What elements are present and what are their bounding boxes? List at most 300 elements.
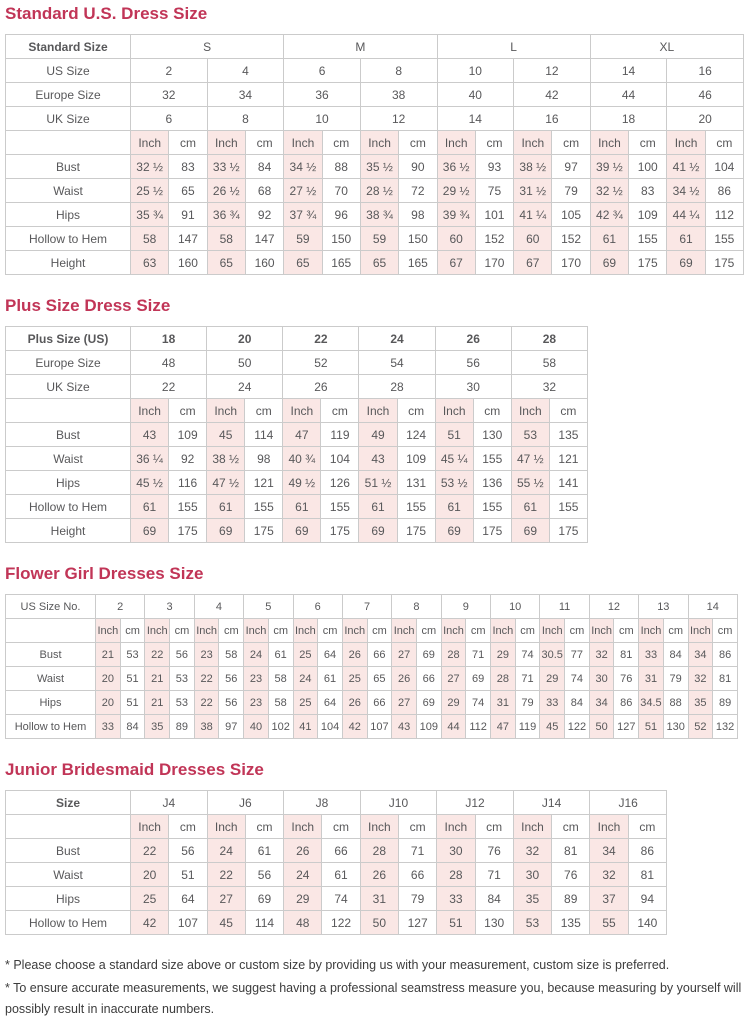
unit-row-empty-cell (6, 399, 131, 423)
section-title-plus-size: Plus Size Dress Size (5, 296, 171, 315)
cm-value-cell: 74 (466, 691, 491, 715)
inch-value-cell: 32 (688, 667, 713, 691)
cm-value-cell: 79 (663, 667, 688, 691)
cm-value-cell: 119 (515, 715, 540, 739)
measurement-row (6, 251, 744, 275)
cm-value-cell: 86 (705, 179, 743, 203)
cm-value-cell: 71 (475, 863, 513, 887)
size-value-cell: 14 (437, 107, 514, 131)
inch-value-cell: 35 ¾ (131, 203, 169, 227)
inch-value-cell: 42 (342, 715, 367, 739)
size-value-cell: 48 (131, 351, 207, 375)
unit-inch-cell: Inch (590, 131, 628, 155)
unit-cm-cell: cm (614, 619, 639, 643)
cm-value-cell: 53 (120, 643, 145, 667)
unit-cm-cell: cm (552, 131, 590, 155)
unit-cm-cell: cm (169, 399, 207, 423)
measurement-row (6, 203, 744, 227)
unit-cm-cell: cm (475, 131, 513, 155)
inch-value-cell: 42 (131, 911, 169, 935)
inch-value-cell: 40 ¾ (283, 447, 321, 471)
inch-value-cell: 32 (513, 839, 551, 863)
inch-value-cell: 48 (284, 911, 322, 935)
inch-value-cell: 26 (360, 863, 398, 887)
cm-value-cell: 91 (169, 203, 207, 227)
unit-inch-cell: Inch (359, 399, 397, 423)
cm-value-cell: 56 (219, 667, 244, 691)
flower-girl-dresses-size-table (5, 594, 738, 739)
header-label-cell: Standard Size (6, 35, 131, 59)
inch-value-cell: 61 (207, 495, 245, 519)
cm-value-cell: 130 (475, 911, 513, 935)
inch-value-cell: 44 ¼ (667, 203, 705, 227)
size-value-cell: 4 (207, 59, 284, 83)
inch-value-cell: 50 (360, 911, 398, 935)
header-label-cell: Size (6, 791, 131, 815)
inch-value-cell: 33 (540, 691, 565, 715)
cm-value-cell: 66 (398, 863, 436, 887)
junior-bridesmaid-dresses-size-table (5, 790, 667, 935)
size-value-cell: 42 (514, 83, 591, 107)
unit-inch-cell: Inch (131, 399, 169, 423)
inch-value-cell: 59 (284, 227, 322, 251)
cm-value-cell: 84 (120, 715, 145, 739)
cm-value-cell: 122 (322, 911, 360, 935)
inch-value-cell: 61 (435, 495, 473, 519)
inch-value-cell: 45 ¼ (435, 447, 473, 471)
inch-value-cell: 29 ½ (437, 179, 475, 203)
cm-value-cell: 165 (399, 251, 437, 275)
unit-cm-cell: cm (245, 815, 283, 839)
cm-value-cell: 66 (416, 667, 441, 691)
cm-value-cell: 94 (628, 887, 666, 911)
group-header-cell: L (437, 35, 590, 59)
inch-value-cell: 69 (511, 519, 549, 543)
inch-value-cell: 69 (359, 519, 397, 543)
cm-value-cell: 131 (397, 471, 435, 495)
inch-value-cell: 22 (207, 863, 245, 887)
section-flower-girl-size (5, 563, 745, 739)
section-title-junior-bridesmaid: Junior Bridesmaid Dresses Size (5, 760, 264, 779)
inch-value-cell: 32 (590, 863, 628, 887)
measurement-row (6, 447, 588, 471)
row-label-cell: Bust (6, 839, 131, 863)
cm-value-cell: 76 (552, 863, 590, 887)
cm-value-cell: 76 (614, 667, 639, 691)
size-value-cell: 38 (360, 83, 437, 107)
inch-value-cell: 34 (589, 691, 614, 715)
size-value-cell: 40 (437, 83, 514, 107)
cm-value-cell: 84 (565, 691, 590, 715)
cm-value-cell: 155 (549, 495, 587, 519)
cm-value-cell: 160 (245, 251, 283, 275)
cm-value-cell: 102 (268, 715, 293, 739)
unit-cm-cell: cm (321, 399, 359, 423)
cm-value-cell: 135 (549, 423, 587, 447)
size-value-cell: 12 (360, 107, 437, 131)
cm-value-cell: 51 (169, 863, 207, 887)
cm-value-cell: 101 (475, 203, 513, 227)
measurement-row (6, 423, 588, 447)
inch-value-cell: 25 (293, 643, 318, 667)
cm-value-cell: 64 (318, 691, 343, 715)
inch-value-cell: 45 (207, 911, 245, 935)
inch-value-cell: 51 (437, 911, 475, 935)
cm-value-cell: 64 (169, 887, 207, 911)
cm-value-cell: 109 (416, 715, 441, 739)
unit-cm-cell: cm (473, 399, 511, 423)
inch-value-cell: 42 ¾ (590, 203, 628, 227)
cm-value-cell: 109 (169, 423, 207, 447)
measurement-row (6, 839, 667, 863)
inch-value-cell: 28 (491, 667, 516, 691)
inch-value-cell: 47 (283, 423, 321, 447)
cm-value-cell: 175 (549, 519, 587, 543)
cm-value-cell: 165 (322, 251, 360, 275)
cm-value-cell: 68 (245, 179, 283, 203)
row-label-cell: Hips (6, 691, 96, 715)
group-header-cell: 10 (491, 595, 540, 619)
inch-value-cell: 39 ½ (590, 155, 628, 179)
cm-value-cell: 93 (475, 155, 513, 179)
cm-value-cell: 61 (245, 839, 283, 863)
row-label-cell: Bust (6, 155, 131, 179)
unit-inch-cell: Inch (441, 619, 466, 643)
inch-value-cell: 25 (342, 667, 367, 691)
cm-value-cell: 175 (629, 251, 667, 275)
inch-value-cell: 25 (293, 691, 318, 715)
cm-value-cell: 155 (397, 495, 435, 519)
row-label-cell: Waist (6, 447, 131, 471)
unit-cm-cell: cm (322, 815, 360, 839)
cm-value-cell: 126 (321, 471, 359, 495)
unit-cm-cell: cm (397, 399, 435, 423)
inch-value-cell: 61 (131, 495, 169, 519)
group-header-cell: 24 (359, 327, 435, 351)
unit-inch-cell: Inch (207, 131, 245, 155)
unit-cm-cell: cm (219, 619, 244, 643)
unit-inch-cell: Inch (513, 815, 551, 839)
cm-value-cell: 86 (713, 643, 738, 667)
size-value-cell: 6 (131, 107, 208, 131)
inch-value-cell: 55 ½ (511, 471, 549, 495)
unit-cm-cell: cm (318, 619, 343, 643)
inch-value-cell: 50 (589, 715, 614, 739)
unit-cm-cell: cm (663, 619, 688, 643)
cm-value-cell: 58 (219, 643, 244, 667)
inch-value-cell: 58 (131, 227, 169, 251)
cm-value-cell: 69 (245, 887, 283, 911)
unit-row (6, 619, 738, 643)
size-value-cell: 30 (435, 375, 511, 399)
inch-value-cell: 53 (511, 423, 549, 447)
row-label-cell: Waist (6, 179, 131, 203)
group-header-cell: 13 (639, 595, 688, 619)
row-label-cell: Bust (6, 643, 96, 667)
size-value-cell: 50 (207, 351, 283, 375)
inch-value-cell: 36 ¼ (131, 447, 169, 471)
cm-value-cell: 56 (169, 839, 207, 863)
inch-value-cell: 43 (359, 447, 397, 471)
cm-value-cell: 53 (170, 691, 195, 715)
group-header-cell: 8 (392, 595, 441, 619)
inch-value-cell: 69 (207, 519, 245, 543)
cm-value-cell: 175 (473, 519, 511, 543)
unit-inch-cell: Inch (283, 399, 321, 423)
inch-value-cell: 31 ½ (514, 179, 552, 203)
unit-cm-cell: cm (466, 619, 491, 643)
inch-value-cell: 60 (437, 227, 475, 251)
cm-value-cell: 81 (552, 839, 590, 863)
section-junior-bridesmaid-size (5, 759, 745, 935)
inch-value-cell: 23 (244, 667, 269, 691)
row-label-cell: Europe Size (6, 351, 131, 375)
unit-cm-cell: cm (713, 619, 738, 643)
unit-inch-cell: Inch (284, 815, 322, 839)
measurement-row (6, 471, 588, 495)
footnotes (5, 955, 745, 1020)
inch-value-cell: 21 (145, 667, 170, 691)
inch-value-cell: 37 (590, 887, 628, 911)
inch-value-cell: 47 (491, 715, 516, 739)
group-header-cell: 12 (589, 595, 638, 619)
cm-value-cell: 122 (565, 715, 590, 739)
group-header-cell: 4 (194, 595, 243, 619)
cm-value-cell: 150 (399, 227, 437, 251)
unit-cm-cell: cm (629, 131, 667, 155)
inch-value-cell: 69 (131, 519, 169, 543)
cm-value-cell: 104 (321, 447, 359, 471)
inch-value-cell: 55 (590, 911, 628, 935)
cm-value-cell: 109 (397, 447, 435, 471)
cm-value-cell: 51 (120, 667, 145, 691)
header-label-cell: Plus Size (US) (6, 327, 131, 351)
cm-value-cell: 119 (321, 423, 359, 447)
inch-value-cell: 33 ½ (207, 155, 245, 179)
row-label-cell: Waist (6, 667, 96, 691)
cm-value-cell: 89 (552, 887, 590, 911)
unit-inch-cell: Inch (437, 131, 475, 155)
cm-value-cell: 121 (245, 471, 283, 495)
inch-value-cell: 45 (207, 423, 245, 447)
cm-value-cell: 155 (705, 227, 743, 251)
inch-value-cell: 40 (244, 715, 269, 739)
group-header-cell: 6 (293, 595, 342, 619)
inch-value-cell: 67 (514, 251, 552, 275)
cm-value-cell: 175 (705, 251, 743, 275)
unit-inch-cell: Inch (540, 619, 565, 643)
size-value-cell: 2 (131, 59, 208, 83)
group-header-cell: J14 (513, 791, 590, 815)
cm-value-cell: 74 (565, 667, 590, 691)
cm-value-cell: 97 (219, 715, 244, 739)
group-header-cell: 14 (688, 595, 738, 619)
cm-value-cell: 65 (169, 179, 207, 203)
inch-value-cell: 38 ¾ (360, 203, 398, 227)
cm-value-cell: 58 (268, 667, 293, 691)
inch-value-cell: 24 (244, 643, 269, 667)
inch-value-cell: 33 (639, 643, 664, 667)
inch-value-cell: 30 (589, 667, 614, 691)
cm-value-cell: 72 (399, 179, 437, 203)
cm-value-cell: 155 (473, 495, 511, 519)
size-value-cell: 6 (284, 59, 361, 83)
size-value-cell: 56 (435, 351, 511, 375)
footnote-seamstress: * To ensure accurate measurements, we suggest having a professional seamstress measure you, because measuring by yourself will possibly result in inaccurate numbers. (5, 981, 742, 1016)
inch-value-cell: 26 (342, 643, 367, 667)
row-label-cell: Hollow to Hem (6, 227, 131, 251)
unit-cm-cell: cm (398, 815, 436, 839)
inch-value-cell: 41 (293, 715, 318, 739)
size-value-cell: 24 (207, 375, 283, 399)
inch-value-cell: 26 (392, 667, 417, 691)
cm-value-cell: 71 (466, 643, 491, 667)
size-value-cell: 44 (590, 83, 667, 107)
cm-value-cell: 84 (663, 643, 688, 667)
cm-value-cell: 152 (552, 227, 590, 251)
group-header-cell: 20 (207, 327, 283, 351)
inch-value-cell: 35 ½ (360, 155, 398, 179)
cm-value-cell: 51 (120, 691, 145, 715)
inch-value-cell: 45 ½ (131, 471, 169, 495)
cm-value-cell: 155 (629, 227, 667, 251)
cm-value-cell: 150 (322, 227, 360, 251)
inch-value-cell: 51 (435, 423, 473, 447)
inch-value-cell: 27 ½ (284, 179, 322, 203)
inch-value-cell: 49 (359, 423, 397, 447)
inch-value-cell: 29 (540, 667, 565, 691)
group-header-cell: 5 (244, 595, 293, 619)
cm-value-cell: 56 (219, 691, 244, 715)
row-label-cell: Waist (6, 863, 131, 887)
unit-cm-cell: cm (322, 131, 360, 155)
cm-value-cell: 70 (322, 179, 360, 203)
group-header-cell: 18 (131, 327, 207, 351)
cm-value-cell: 61 (322, 863, 360, 887)
inch-value-cell: 20 (96, 691, 121, 715)
cm-value-cell: 100 (629, 155, 667, 179)
inch-value-cell: 65 (284, 251, 322, 275)
cm-value-cell: 155 (473, 447, 511, 471)
size-value-cell: 26 (283, 375, 359, 399)
cm-value-cell: 69 (416, 643, 441, 667)
inch-value-cell: 22 (131, 839, 169, 863)
group-header-cell: 26 (435, 327, 511, 351)
inch-value-cell: 35 (688, 691, 713, 715)
plus-size-table-container (5, 326, 745, 543)
inch-value-cell: 29 (491, 643, 516, 667)
cm-value-cell: 170 (552, 251, 590, 275)
standard-us-table-container (5, 34, 745, 275)
unit-inch-cell: Inch (131, 815, 169, 839)
cm-value-cell: 74 (515, 643, 540, 667)
inch-value-cell: 61 (359, 495, 397, 519)
unit-inch-cell: Inch (96, 619, 121, 643)
group-header-cell: J12 (437, 791, 514, 815)
cm-value-cell: 112 (705, 203, 743, 227)
inch-value-cell: 32 (589, 643, 614, 667)
inch-value-cell: 23 (194, 643, 219, 667)
inch-value-cell: 23 (244, 691, 269, 715)
inch-value-cell: 30 (437, 839, 475, 863)
cm-value-cell: 83 (629, 179, 667, 203)
inch-value-cell: 26 (342, 691, 367, 715)
unit-cm-cell: cm (399, 131, 437, 155)
cm-value-cell: 155 (245, 495, 283, 519)
cm-value-cell: 69 (466, 667, 491, 691)
cm-value-cell: 81 (713, 667, 738, 691)
cm-value-cell: 114 (245, 423, 283, 447)
size-value-cell: 18 (590, 107, 667, 131)
cm-value-cell: 61 (318, 667, 343, 691)
unit-inch-cell: Inch (639, 619, 664, 643)
table-header-row (6, 595, 738, 619)
size-value-cell: 34 (207, 83, 284, 107)
unit-row (6, 815, 667, 839)
size-value-cell: 58 (511, 351, 587, 375)
cm-value-cell: 107 (367, 715, 392, 739)
size-value-cell: 22 (131, 375, 207, 399)
inch-value-cell: 51 (639, 715, 664, 739)
size-value-cell: 16 (514, 107, 591, 131)
inch-value-cell: 38 (194, 715, 219, 739)
cm-value-cell: 58 (268, 691, 293, 715)
cm-value-cell: 170 (475, 251, 513, 275)
measurement-row (6, 691, 738, 715)
unit-cm-cell: cm (245, 131, 283, 155)
inch-value-cell: 65 (360, 251, 398, 275)
group-header-cell: 22 (283, 327, 359, 351)
cm-value-cell: 152 (475, 227, 513, 251)
measurement-row (6, 519, 588, 543)
cm-value-cell: 74 (322, 887, 360, 911)
inch-value-cell: 52 (688, 715, 713, 739)
inch-value-cell: 34 (688, 643, 713, 667)
unit-inch-cell: Inch (589, 619, 614, 643)
group-header-cell: 2 (96, 595, 145, 619)
row-label-cell: Hips (6, 471, 131, 495)
inch-value-cell: 61 (283, 495, 321, 519)
size-value-cell: 10 (437, 59, 514, 83)
inch-value-cell: 27 (392, 643, 417, 667)
inch-value-cell: 59 (360, 227, 398, 251)
cm-value-cell: 155 (321, 495, 359, 519)
group-header-cell: J4 (131, 791, 208, 815)
inch-value-cell: 29 (284, 887, 322, 911)
size-value-cell: 20 (667, 107, 744, 131)
inch-value-cell: 24 (293, 667, 318, 691)
cm-value-cell: 135 (552, 911, 590, 935)
row-label-cell: Bust (6, 423, 131, 447)
unit-inch-cell: Inch (360, 131, 398, 155)
size-value-cell: 52 (283, 351, 359, 375)
row-label-cell: Hips (6, 203, 131, 227)
cm-value-cell: 114 (245, 911, 283, 935)
row-label-cell: Hips (6, 887, 131, 911)
inch-value-cell: 39 ¾ (437, 203, 475, 227)
row-label-cell: UK Size (6, 107, 131, 131)
inch-value-cell: 69 (667, 251, 705, 275)
inch-value-cell: 41 ½ (667, 155, 705, 179)
inch-value-cell: 36 ¾ (207, 203, 245, 227)
cm-value-cell: 86 (628, 839, 666, 863)
inch-value-cell: 22 (194, 667, 219, 691)
cm-value-cell: 127 (614, 715, 639, 739)
size-value-cell: 32 (511, 375, 587, 399)
size-conversion-row (6, 59, 744, 83)
unit-cm-cell: cm (268, 619, 293, 643)
inch-value-cell: 27 (207, 887, 245, 911)
